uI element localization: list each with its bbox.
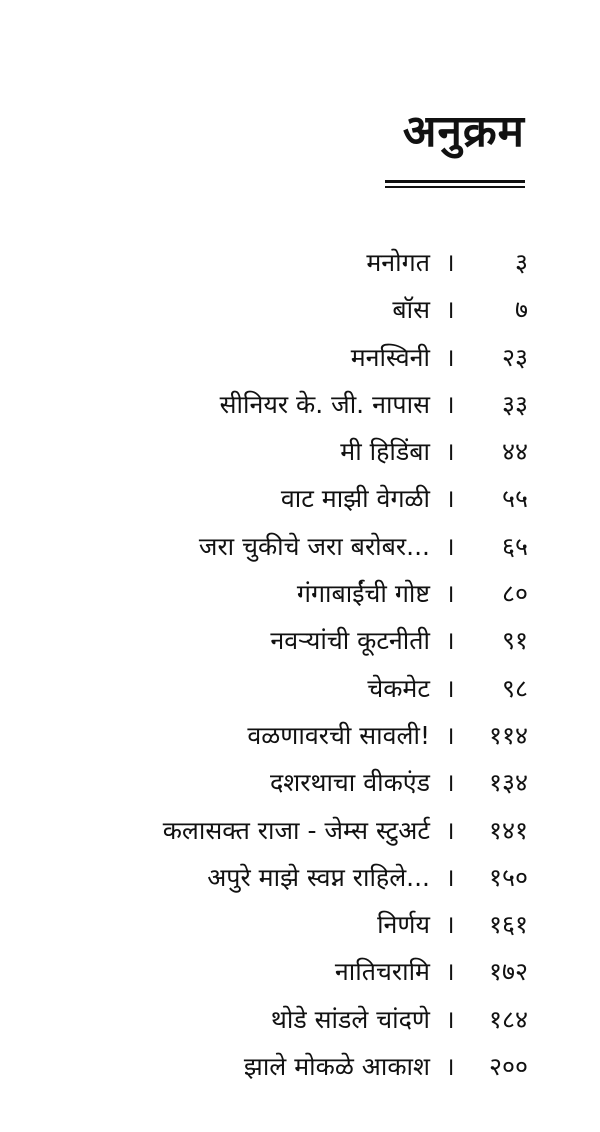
toc-entry (40, 437, 528, 484)
toc-entry-title: दशरथाचा वीकएंड (269, 768, 430, 798)
toc-entry (40, 343, 528, 390)
toc-entry-title: मी हिडिंबा (340, 437, 430, 467)
toc-entry-page-number: २३ (501, 342, 528, 372)
toc-entry-page-number: ७ (514, 295, 528, 325)
toc-entry (40, 626, 528, 673)
toc-entry-separator: । (445, 248, 455, 277)
rule-line-bottom (385, 186, 525, 188)
toc-entry (40, 910, 528, 957)
toc-entry-page-number: १४१ (488, 815, 528, 845)
page-title: अनुक्रम (402, 106, 525, 157)
toc-entry-title: नवऱ्यांची कूटनीती (270, 626, 430, 656)
toc-entry-title: वळणावरची सावली! (247, 720, 430, 750)
toc-entry (40, 674, 528, 721)
toc-entry-page-number: १५० (488, 862, 528, 892)
toc-entry-title: झाले मोकळे आकाश (243, 1052, 430, 1082)
toc-entry-page-number: १६१ (488, 910, 528, 940)
toc-entry (40, 579, 528, 626)
rule-line-top (385, 180, 525, 183)
toc-entry (40, 532, 528, 579)
toc-entry-title: गंगाबाईंची गोष्ट (296, 579, 430, 609)
toc-entry-page-number: ९१ (501, 626, 528, 656)
toc-entry (40, 248, 528, 295)
toc-entry (40, 390, 528, 437)
toc-entry (40, 484, 528, 531)
toc-entry-page-number: ४४ (501, 437, 528, 467)
toc-entry-separator: । (445, 720, 455, 750)
toc-entry-title: जरा चुकीचे जरा बरोबर... (198, 531, 430, 561)
toc-entry-page-number: २०० (488, 1052, 528, 1082)
toc-entry-separator: । (445, 531, 455, 561)
toc-entry-page-number: १८४ (488, 1004, 528, 1034)
toc-entry-separator: । (445, 673, 455, 703)
toc-entry (40, 1005, 528, 1052)
toc-entry-title: मनस्विनी (350, 342, 430, 372)
toc-entry-page-number: ८० (501, 579, 528, 609)
toc-entry-title: चेकमेट (367, 673, 430, 703)
toc-entry (40, 863, 528, 910)
toc-entry (40, 957, 528, 1004)
toc-entry-page-number: ३३ (501, 389, 528, 419)
toc-entry-separator: । (445, 295, 455, 325)
toc-entry-separator: । (445, 957, 455, 987)
toc-entry-title: कलासक्त राजा - जेम्स स्टुअर्ट (162, 815, 430, 845)
toc-entry-title: अपुरे माझे स्वप्न राहिले... (207, 862, 430, 892)
toc-entry-separator: । (445, 437, 455, 467)
toc-entry-page-number: ५५ (501, 484, 528, 514)
toc-entry-title: थोडे सांडले चांदणे (270, 1004, 430, 1034)
toc-entry-separator: । (445, 910, 455, 940)
toc-entry-separator: । (445, 579, 455, 609)
toc-entry (40, 816, 528, 863)
toc-entry-title: बॉस (392, 295, 430, 325)
toc-entry (40, 721, 528, 768)
toc-entry-separator: । (445, 626, 455, 656)
toc-entry-page-number: ९८ (501, 673, 528, 703)
toc-entry (40, 295, 528, 342)
table-of-contents (40, 248, 528, 1099)
toc-entry-title: मनोगत (366, 248, 430, 277)
toc-entry-separator: । (445, 342, 455, 372)
toc-entry (40, 768, 528, 815)
toc-entry-separator: । (445, 389, 455, 419)
toc-entry-separator: । (445, 768, 455, 798)
toc-entry-separator: । (445, 484, 455, 514)
toc-entry-separator: । (445, 862, 455, 892)
toc-entry-title: सीनियर के. जी. नापास (219, 389, 430, 419)
toc-entry-page-number: १७२ (488, 957, 528, 987)
toc-entry-page-number: ६५ (501, 531, 528, 561)
title-double-rule (385, 180, 525, 190)
toc-entry-page-number: ११४ (488, 720, 528, 750)
toc-entry-separator: । (445, 1052, 455, 1082)
toc-entry-title: निर्णय (377, 910, 430, 940)
toc-entry-separator: । (445, 815, 455, 845)
toc-entry-title: वाट माझी वेगळी (280, 484, 430, 514)
toc-entry-page-number: १३४ (488, 768, 528, 798)
toc-entry-page-number: ३ (514, 248, 528, 277)
toc-entry-title: नातिचरामि (334, 957, 430, 987)
toc-entry (40, 1052, 528, 1099)
toc-entry-separator: । (445, 1004, 455, 1034)
